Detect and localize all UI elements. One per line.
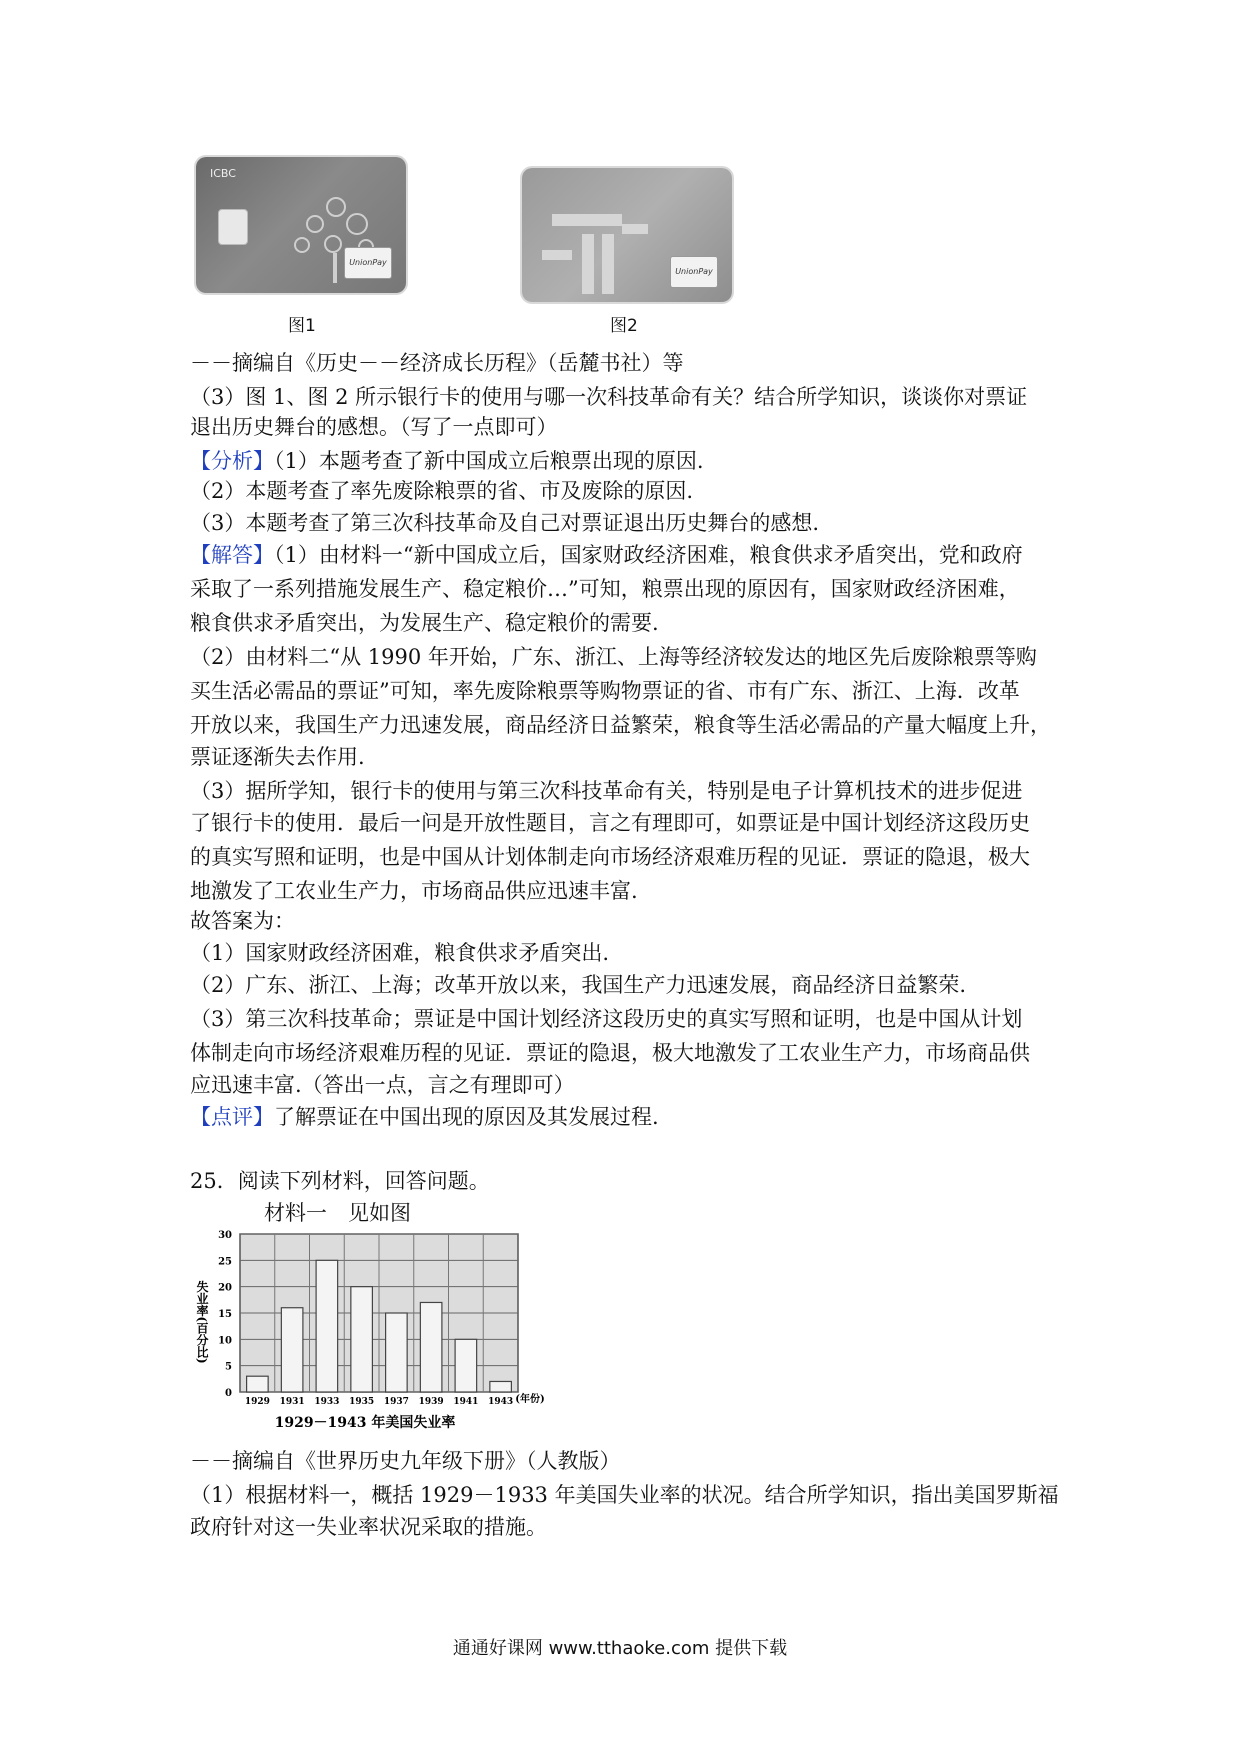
y-tick-label: 0 xyxy=(225,1388,232,1399)
answer-line-7: 票证逐渐失去作用. xyxy=(190,745,365,769)
answer-line-11: 地激发了工农业生产力，市场商品供应迅速丰富. xyxy=(190,879,638,903)
final-answer-line-5: 应迅速丰富.（答出一点，言之有理即可） xyxy=(190,1073,575,1097)
bar-1929 xyxy=(247,1376,269,1392)
bar-1937 xyxy=(386,1313,408,1392)
source-citation: －－摘编自《历史－－经济成长历程》（岳麓书社）等 xyxy=(190,351,684,375)
question-25-1-line-1: （1）根据材料一，概括 1929－1933 年美国失业率的状况。结合所学知识，指出美国罗斯福 xyxy=(190,1483,1059,1507)
x-tick-label: 1929 xyxy=(244,1397,270,1407)
question-3-line-2: 退出历史舞台的感想。（写了一点即可） xyxy=(190,415,558,439)
final-answer-line-4: 体制走向市场经济艰难历程的见证．票证的隐退，极大地激发了工农业生产力，市场商品供 xyxy=(190,1041,1030,1065)
final-answer-line-3: （3）第三次科技革命；票证是中国计划经济这段历史的真实写照和证明，也是中国从计划 xyxy=(190,1007,1023,1031)
chart-title: 1929－1943 年美国失业率 xyxy=(274,1415,456,1431)
bar-1939 xyxy=(420,1302,442,1392)
x-tick-label: 1937 xyxy=(383,1397,409,1407)
bar-1941 xyxy=(455,1339,477,1392)
answer-line-6: 开放以来，我国生产力迅速发展，商品经济日益繁荣，粮食等生活必需品的产量大幅度上升， xyxy=(190,713,1051,737)
question-25-heading: 25．阅读下列材料，回答问题。 xyxy=(190,1169,490,1193)
source-citation-2: －－摘编自《世界历史九年级下册》（人教版） xyxy=(190,1449,621,1473)
answer-line-3: 粮食供求矛盾突出，为发展生产、稳定粮价的需要. xyxy=(190,611,659,635)
final-answer-line-1: （1）国家财政经济困难，粮食供求矛盾突出. xyxy=(190,941,610,965)
figure-1-caption: 图1 xyxy=(288,316,316,336)
analysis-line-2: （2）本题考查了率先废除粮票的省、市及废除的原因. xyxy=(190,479,694,503)
x-tick-label: 1931 xyxy=(279,1397,305,1407)
answer-line-1: 【解答】（1）由材料一“新中国成立后，国家财政经济困难，粮食供求矛盾突出，党和政府 xyxy=(190,543,1023,567)
answer-line-5: 买生活必需品的票证”可知，率先废除粮票等购物票证的省、市有广东、浙江、上海．改革 xyxy=(190,679,1020,703)
answer-line-8: （3）据所学知，银行卡的使用与第三次科技革命有关，特别是电子计算机技术的进步促进 xyxy=(190,779,1023,803)
question-3-line-1: （3）图 1、图 2 所示银行卡的使用与哪一次科技革命有关？结合所学知识，谈谈你对票证 xyxy=(190,385,1028,409)
y-tick-label: 10 xyxy=(218,1335,232,1347)
y-tick-label: 30 xyxy=(218,1230,232,1241)
answer-line-2: 采取了一系列措施发展生产、稳定粮价…”可知，粮票出现的原因有，国家财政经济困难， xyxy=(190,577,1020,601)
analysis-line-3: （3）本题考查了第三次科技革命及自己对票证退出历史舞台的感想. xyxy=(190,511,820,535)
final-answer-line-2: （2）广东、浙江、上海；改革开放以来，我国生产力迅速发展，商品经济日益繁荣. xyxy=(190,973,967,997)
answer-tag: 【解答】 xyxy=(190,543,274,567)
answer-line-4: （2）由材料二“从 1990 年开始，广东、浙江、上海等经济较发达的地区先后废除粮票等购 xyxy=(190,645,1037,669)
figure-2-caption: 图2 xyxy=(610,316,638,336)
y-tick-label: 20 xyxy=(218,1282,232,1294)
card-building-pattern-icon xyxy=(542,194,652,302)
y-tick-label: 15 xyxy=(218,1309,232,1320)
material-1-title: 材料一 见如图 xyxy=(264,1201,411,1225)
analysis-line-1: 【分析】（1）本题考查了新中国成立后粮票出现的原因. xyxy=(190,449,704,473)
bar-1943 xyxy=(490,1381,512,1392)
bar-1933 xyxy=(316,1260,338,1392)
bar-1931 xyxy=(281,1308,303,1392)
answer-line-10: 的真实写照和证明，也是中国从计划体制走向市场经济艰难历程的见证．票证的隐退，极大 xyxy=(190,845,1030,869)
bar-1935 xyxy=(351,1287,373,1392)
bank-card-figure-1 xyxy=(196,157,406,293)
comment-line: 【点评】了解票证在中国出现的原因及其发展过程. xyxy=(190,1105,659,1129)
x-tick-label: 1939 xyxy=(418,1397,444,1407)
card-brand-label: ICBC xyxy=(210,167,236,180)
chart-x-axis-unit: (年份) xyxy=(515,1394,545,1405)
x-tick-label: 1935 xyxy=(349,1397,375,1407)
chart-y-axis-label: 失业率(百分比) xyxy=(195,1280,209,1364)
x-tick-label: 1943 xyxy=(488,1397,514,1407)
bank-card-figure-2 xyxy=(522,168,732,302)
analysis-tag: 【分析】 xyxy=(190,449,274,473)
y-tick-label: 5 xyxy=(225,1361,232,1373)
unionpay-logo: UnionPay xyxy=(344,247,392,279)
final-answer-label: 故答案为： xyxy=(190,909,295,933)
y-tick-label: 25 xyxy=(218,1256,232,1268)
question-25-1-line-2: 政府针对这一失业率状况采取的措施。 xyxy=(190,1515,547,1539)
page-footer: 通通好课网 www.tthaoke.com 提供下载 xyxy=(452,1638,788,1659)
x-tick-label: 1941 xyxy=(453,1397,479,1407)
card-chip-icon xyxy=(218,209,248,245)
unemployment-bar-chart xyxy=(190,1222,560,1442)
unionpay-logo: UnionPay xyxy=(670,256,718,288)
comment-tag: 【点评】 xyxy=(190,1105,274,1129)
answer-line-9: 了银行卡的使用．最后一问是开放性题目，言之有理即可，如票证是中国计划经济这段历史 xyxy=(190,811,1030,835)
x-tick-label: 1933 xyxy=(314,1397,340,1407)
